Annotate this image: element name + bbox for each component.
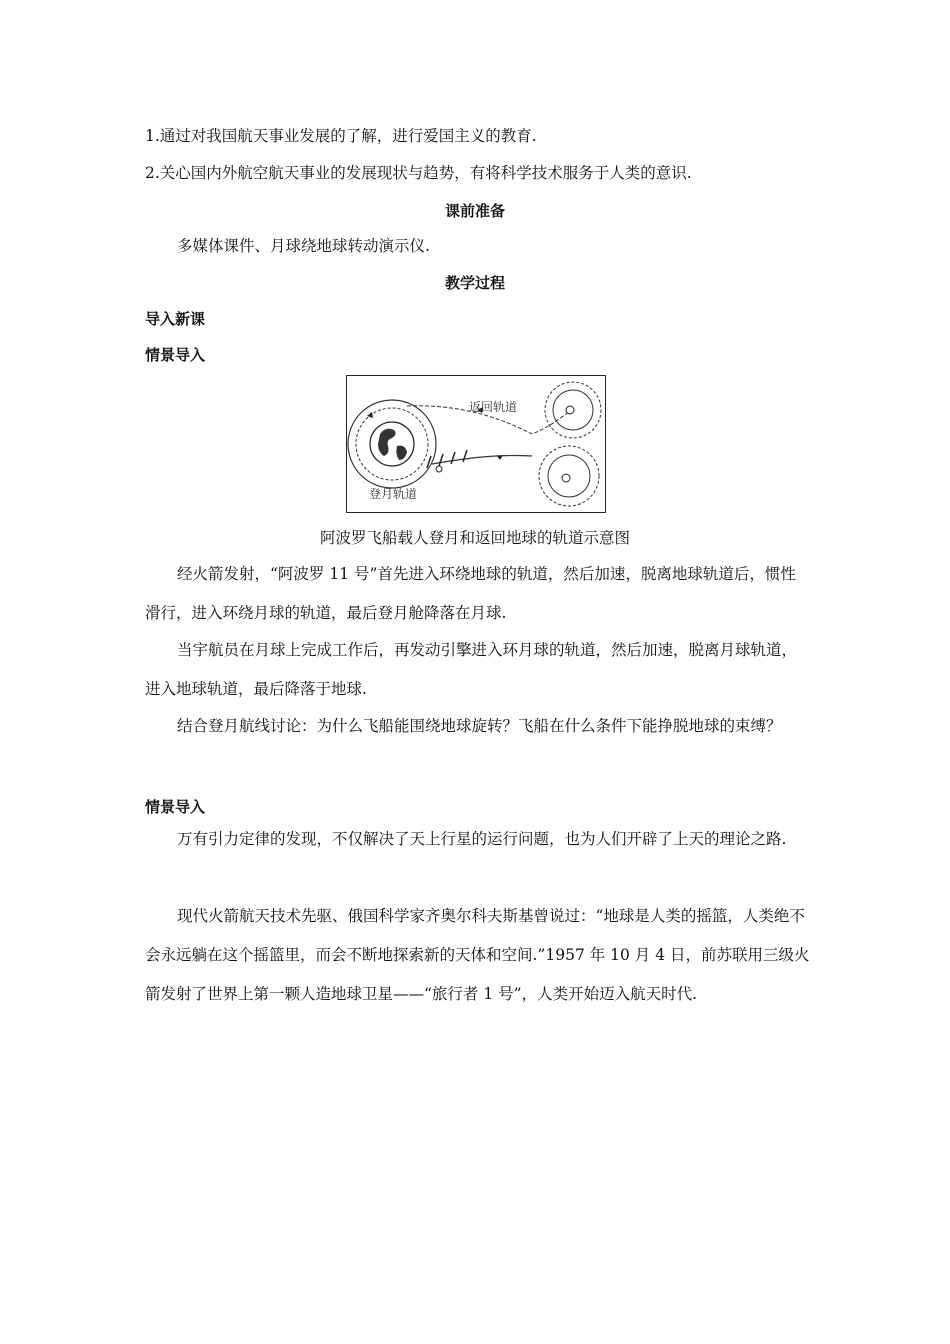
figure-caption: 阿波罗飞船载人登月和返回地球的轨道示意图 (319, 529, 630, 547)
earth-icon (370, 422, 414, 466)
moon-icon-upper (566, 406, 574, 414)
scene-heading-2: 情景导入 (145, 798, 206, 816)
paragraph-5: 现代火箭航天技术先驱、俄国科学家齐奥尔科夫斯基曾说过：“地球是人类的摇篮，人类绝不会永远躺在这个摇篮里，而会不断地探索新的天体和空间.”1957 年 10 月 4 日，前苏联用三级火箭发射了世界上第一颗人造地球卫星——“旅行者 1 号”，人类开始迈入航天时代. (145, 907, 810, 1003)
stage-separation-icon (436, 466, 442, 472)
objective-item-2: 2.关心国内外航空航天事业的发展现状与趋势，有将科学技术服务于人类的意识. (145, 164, 692, 182)
paragraph-3: 结合登月航线讨论：为什么飞船能围绕地球旋转？飞船在什么条件下能挣脱地球的束缚？ (177, 717, 782, 735)
return-orbit-label: 返回轨道 (469, 400, 518, 414)
paragraph-1: 经火箭发射，“阿波罗 11 号”首先进入环绕地球的轨道，然后加速，脱离地球轨道后，惯性滑行，进入环绕月球的轨道，最后登月舱降落在月球. (145, 565, 796, 622)
landing-trajectory (432, 455, 532, 464)
arrow-icon-3 (367, 412, 373, 418)
process-heading: 教学过程 (444, 274, 505, 292)
preparation-heading: 课前准备 (444, 202, 505, 220)
objective-item-1: 1.通过对我国航天事业发展的了解，进行爱国主义的教育. (145, 127, 537, 145)
preparation-text: 多媒体课件、月球绕地球转动演示仪. (177, 237, 430, 255)
paragraph-2: 当宇航员在月球上完成工作后，再发动引擎进入环月球的轨道，然后加速，脱离月球轨道，进入地球轨道，最后降落于地球. (145, 641, 798, 698)
landing-orbit-label: 登月轨道 (369, 487, 418, 501)
apollo-orbit-diagram (346, 375, 606, 513)
paragraph-4: 万有引力定律的发现，不仅解决了天上行星的运行问题，也为人们开辟了上天的理论之路. (177, 830, 787, 848)
orbit-diagram-svg (347, 376, 605, 512)
intro-heading: 导入新课 (145, 310, 206, 328)
scene-heading-1: 情景导入 (145, 346, 206, 364)
moon-icon-lower (562, 474, 570, 482)
